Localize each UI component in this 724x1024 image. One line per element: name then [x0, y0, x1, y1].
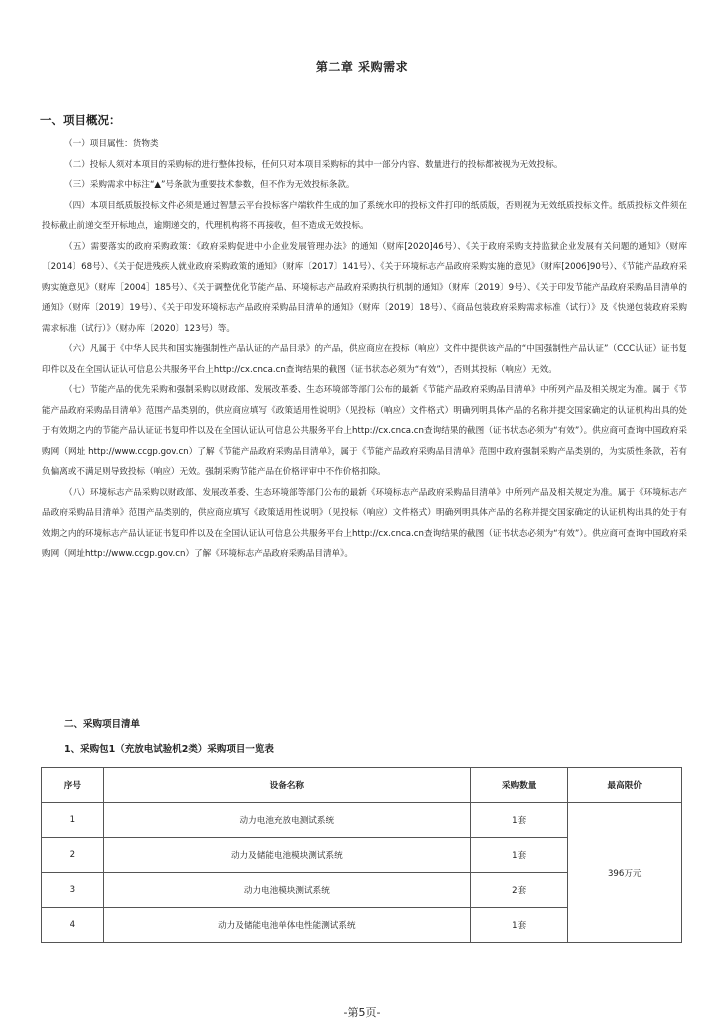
- table-header-row: [42, 768, 682, 803]
- procurement-table: [41, 767, 682, 943]
- package-heading: 1、采购包1（充放电试验机2类）采购项目一览表: [64, 744, 274, 755]
- header-max-price: 最高限价: [568, 768, 682, 803]
- cell-quantity: 1套: [470, 908, 568, 943]
- paragraph-whole-bid: （二）投标人须对本项目的采购标的进行整体投标，任何只对本项目采购标的其中一部分内容、数量进行的投标都被视为无效投标。: [64, 159, 563, 170]
- chapter-title: 第二章 采购需求: [315, 60, 409, 74]
- header-device-name: 设备名称: [103, 768, 470, 803]
- cell-device-name: 动力及储能电池单体电性能测试系统: [103, 908, 470, 943]
- paragraph-paper-bid: （四）本项目纸质版投标文件必须是通过智慧云平台投标客户端软件生成的加了系统水印的投标文件打印的纸质版，否则视为无效纸质投标文件。纸质投标文件须在投标截止前递交至开标地点，逾期递交的，代理机构将不再接收，但不造成无效投标。: [42, 200, 687, 231]
- header-no: 序号: [42, 768, 104, 803]
- cell-no: 3: [42, 873, 104, 908]
- cell-max-price: 396万元: [568, 803, 682, 943]
- cell-no: 1: [42, 803, 104, 838]
- paragraph-procurement-policy: （五）需要落实的政府采购政策：《政府采购促进中小企业发展管理办法》的通知（财库[2020]46号）、《关于政府采购支持监狱企业发展有关问题的通知》（财库〔2014〕68号）、《关于促进残疾人就业政府采购政策的通知》（财库〔2017〕141号）、《关于环境标志产品政府采购实施的意见》（财库[2006]90号）、《节能产品政府采购实施意见》（财库［2004］185号）、《关于调整优化节能产品、环境标志产品政府采购执行机制的通知》（财库〔2019〕9号）、《关于印发节能产品政府采购品目清单的通知》（财库〔2019〕19号）、《关于印发环境标志产品政府采购品目清单的通知》（财库〔2019〕18号）、《商品包装政府采购需求标准（试行）》及《快递包装政府采购需求标准（试行）》（财办库〔2020〕123号）等。: [42, 241, 687, 334]
- cell-quantity: 2套: [470, 873, 568, 908]
- paragraph-energy-saving: （七）节能产品的优先采购和强制采购以财政部、发展改革委、生态环境部等部门公布的最新《节能产品政府采购品目清单》中所列产品及相关规定为准。属于《节能产品政府采购品目清单》范围产品类别的，供应商应填写《政策适用性说明》（见投标（响应）文件格式）明确列明具体产品的名称并提交国家确定的认证机构出具的处于有效期之内的节能产品认证证书复印件以及在全国认证认可信息公共服务平台上http://cx.cnca.cn查询结果的截图（证书状态必须为“有效”）。供应商可查询中国政府采购网（网址 http://www.ccgp.gov.cn）了解《节能产品政府采购品目清单》，属于《节能产品政府采购品目清单》范围中政府强制采购产品类别的，为实质性条款，若有负偏离或不满足则导致投标（响应）无效。强制采购节能产品在价格评审中不作价格扣除。: [42, 385, 687, 477]
- section-heading-overview: 一、项目概况：: [40, 113, 121, 127]
- paragraph-project-attribute: （一）项目属性：货物类: [64, 139, 159, 149]
- cell-quantity: 1套: [470, 838, 568, 873]
- cell-no: 2: [42, 838, 104, 873]
- paragraph-important-terms: （三）采购需求中标注“▲”号条款为重要技术参数，但不作为无效投标条款。: [64, 180, 355, 190]
- table-row: [42, 803, 682, 838]
- cell-device-name: 动力及储能电池模块测试系统: [103, 838, 470, 873]
- cell-device-name: 动力电池充放电测试系统: [103, 803, 470, 838]
- cell-device-name: 动力电池模块测试系统: [103, 873, 470, 908]
- header-quantity: 采购数量: [470, 768, 568, 803]
- overview-paragraphs: [42, 134, 687, 565]
- page-number: -第5页-: [343, 1006, 381, 1019]
- cell-no: 4: [42, 908, 104, 943]
- cell-quantity: 1套: [470, 803, 568, 838]
- paragraph-ccc-certification: （六）凡属于《中华人民共和国实施强制性产品认证的产品目录》的产品，供应商应在投标（响应）文件中提供该产品的“中国强制性产品认证”（CCC认证）证书复印件以及在全国认证认可信息公共服务平台上http://cx.cnca.cn查询结果的截图（证书状态必须为“有效”），否则其投标（响应）无效。: [42, 344, 687, 375]
- section-heading-list: 二、采购项目清单: [64, 719, 141, 730]
- paragraph-environmental-label: （八）环境标志产品采购以财政部、发展改革委、生态环境部等部门公布的最新《环境标志产品政府采购品目清单》中所列产品及相关规定为准。属于《环境标志产品政府采购品目清单》范围产品类别的，供应商应填写《政策适用性说明》（见投标（响应）文件格式）明确列明具体产品的名称并提交国家确定的认证机构出具的处于有效期之内的环境标志产品认证证书复印件以及在全国认证认可信息公共服务平台上http://cx.cnca.cn查询结果的截图（证书状态必须为“有效”）。供应商可查询中国政府采购网（网址http://www.ccgp.gov.cn）了解《环境标志产品政府采购品目清单》。: [42, 487, 687, 559]
